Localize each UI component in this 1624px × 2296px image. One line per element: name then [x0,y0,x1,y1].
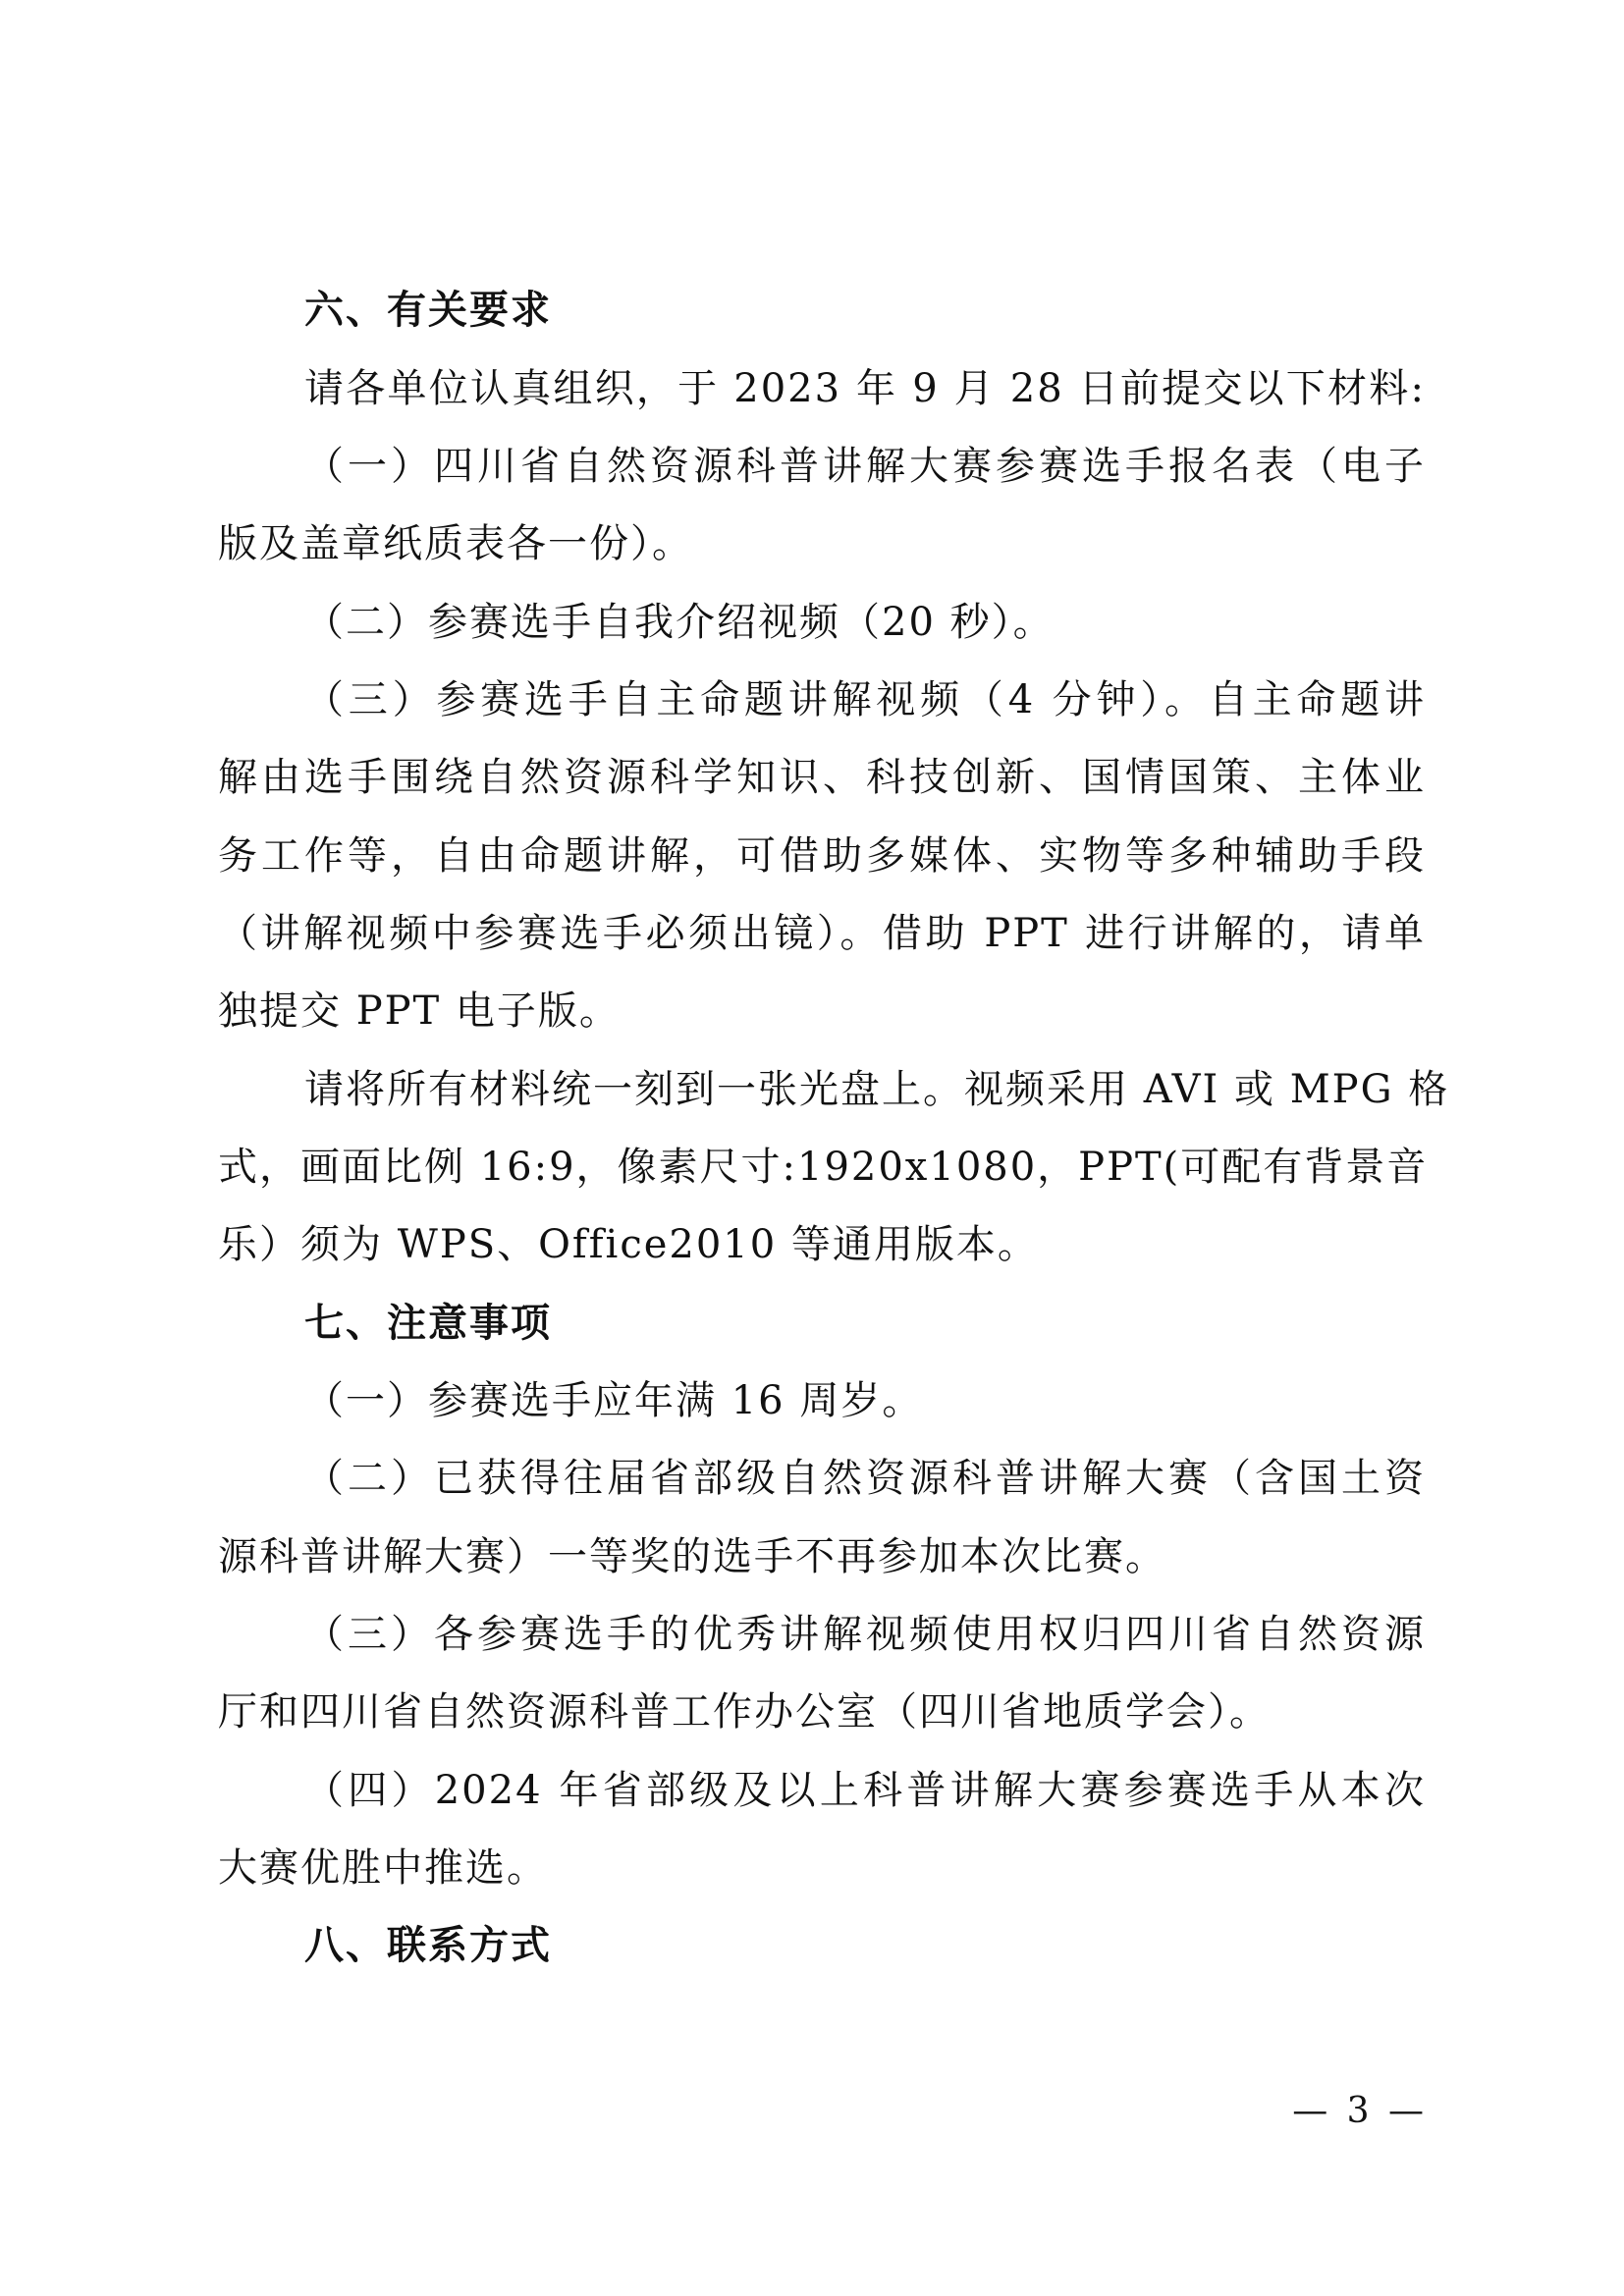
paragraph-line: （三）参赛选手自主命题讲解视频（4 分钟）。自主命题讲 [304,677,1426,722]
paragraph-line: 源科普讲解大赛）一等奖的选手不再参加本次比赛。 [218,1534,1166,1579]
paragraph-line: 务工作等，自由命题讲解，可借助多媒体、实物等多种辅助手段 [218,833,1426,879]
paragraph-line: 厅和四川省自然资源科普工作办公室（四川省地质学会）。 [218,1689,1271,1735]
paragraph-line: 版及盖章纸质表各一份）。 [218,521,693,566]
paragraph-line: （讲解视频中参赛选手必须出镜）。借助 PPT 进行讲解的，请单 [218,911,1426,956]
paragraph-line: （二）参赛选手自我介绍视频（20 秒）。 [304,600,1055,645]
section-heading-contact: 八、联系方式 [304,1923,552,1968]
paragraph-line: （二）已获得往届省部级自然资源科普讲解大赛（含国土资 [304,1456,1426,1501]
paragraph-line: 独提交 PPT 电子版。 [218,988,621,1034]
paragraph-line: 式，画面比例 16:9，像素尺寸:1920x1080，PPT(可配有背景音 [218,1145,1429,1190]
section-heading-requirements: 六、有关要求 [304,288,552,333]
paragraph-line: 请各单位认真组织，于 2023 年 9 月 28 日前提交以下材料: [304,366,1426,411]
paragraph-line: （一）参赛选手应年满 16 周岁。 [304,1378,924,1423]
paragraph-line: 大赛优胜中推选。 [218,1845,548,1891]
paragraph-line: 乐）须为 WPS、Office2010 等通用版本。 [218,1222,1039,1267]
paragraph-line: 请将所有材料统一刻到一张光盘上。视频采用 AVI 或 MPG 格 [304,1067,1450,1112]
paragraph-line: （三）各参赛选手的优秀讲解视频使用权归四川省自然资源 [304,1612,1426,1657]
paragraph-line: （四）2024 年省部级及以上科普讲解大赛参赛选手从本次 [304,1768,1426,1813]
paragraph-line: 解由选手围绕自然资源科学知识、科技创新、国情国策、主体业 [218,755,1426,800]
paragraph-line: （一）四川省自然资源科普讲解大赛参赛选手报名表（电子 [304,444,1426,489]
page-number: — 3 — [1292,2091,1428,2131]
section-heading-notes: 七、注意事项 [304,1301,552,1346]
